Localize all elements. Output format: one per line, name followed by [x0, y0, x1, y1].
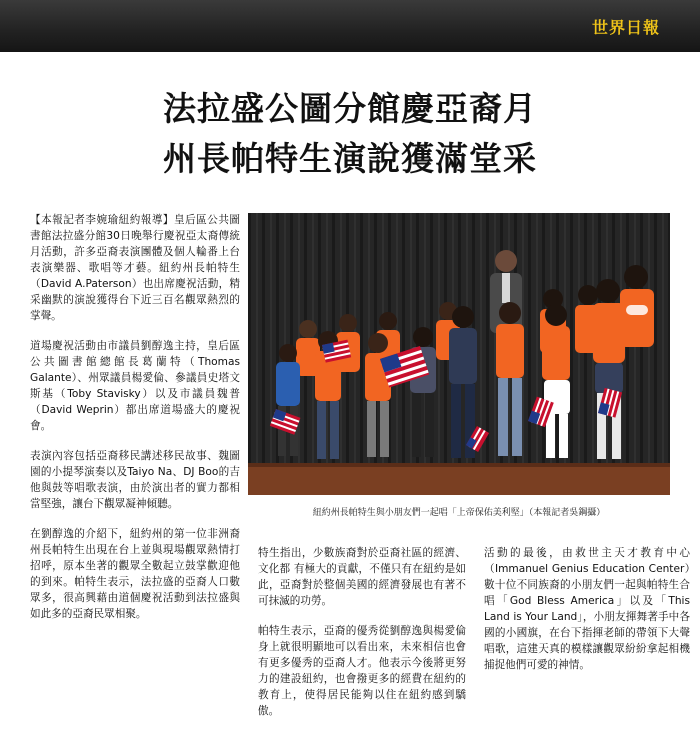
article-paragraph: 在劉醇逸的介紹下，紐約州的第一位非洲裔州長帕特生出現在台上並與現場觀眾熱情打招呼，原本坐著的觀眾全數起立鼓掌歡迎他的到來。帕特生表示，法拉盛的亞裔人口數眾多，很高興藉由道個慶祝活動到法拉盛與如此多的亞裔民眾相聚。 [30, 528, 240, 620]
headline-line-1: 法拉盛公圖分館慶亞裔月 [163, 89, 537, 128]
article-paragraph: 表演內容包括亞裔移民講述移民故事、魏圖園的小提琴演奏以及Taiyo Na、DJ Boo的吉他與鼓等唱歌表演，由於演出者的實力都相當堅強，讓台下觀眾凝神傾聽。 [30, 450, 240, 510]
article-paragraph: 帕特生表示，亞裔的優秀從劉醇逸與楊愛倫身上就很明顯地可以看出來，未來相信也會有更多優秀的亞裔人才。他表示今後將更努力的建設紐約，也會撥更多的經費在紐約的教育上，使得居民能夠以住在紐約感到驕傲。 [258, 625, 466, 717]
article-column-left [30, 212, 240, 636]
masthead-brand: 世界日報 [591, 18, 660, 37]
news-photo [248, 213, 670, 495]
article-paragraph: 活動的最後，由救世主天才教育中心（Immanuel Genius Education Center）數十位不同族裔的小朋友們一起與帕特生合唱「God Bless America」以及「This Land is Your Land」，小朋友揮舞著手中各國的小國旗，在台下指揮老師的帶領下大聲唱歌，這建天真的模樣讓觀眾紛紛拿起相機捕捉他們可愛的神情。 [484, 547, 690, 671]
article-column-right [484, 545, 690, 687]
article-paragraph: 道場慶祝活動由市議員劉醇逸主持，皇后區公共圖書館總館長葛蘭特（Thomas Galante）、州眾議員楊愛倫、參議員史塔文斯基（Toby Stavisky）以及市議員魏普（David Weprin）都出席道場盛大的慶祝會。 [30, 340, 240, 432]
headline-line-2: 州長帕特生演說獲滿堂采 [163, 139, 537, 178]
children-singing-illustration [248, 213, 670, 495]
stage-floor [248, 463, 670, 495]
masthead [0, 0, 700, 52]
article-paragraph: 特生指出，少數族裔對於亞裔社區的經濟、文化都 有極大的貢獻，不僅只有在紐約是如此，亞裔對於整個美國的經濟發展也有著不可抹滅的功勞。 [258, 547, 466, 607]
headline [0, 84, 700, 184]
photo-caption: 紐約州長帕特生與小朋友們一起唱「上帝保佑美利堅」（本報記者吳鋼攝） [312, 508, 606, 518]
article-paragraph: 【本報記者李婉瑜紐約報導】皇后區公共圖書館法拉盛分館30日晚舉行慶祝亞太裔傳統月活動，許多亞裔表演團體及個人輪番上台表演樂器、歌唱等才藝。紐約州長帕特生（David A.Paterson）也出席慶祝活動，精采幽默的演說獲得台下近三百名觀眾熱烈的掌聲。 [30, 214, 240, 322]
article-column-middle [258, 545, 466, 733]
